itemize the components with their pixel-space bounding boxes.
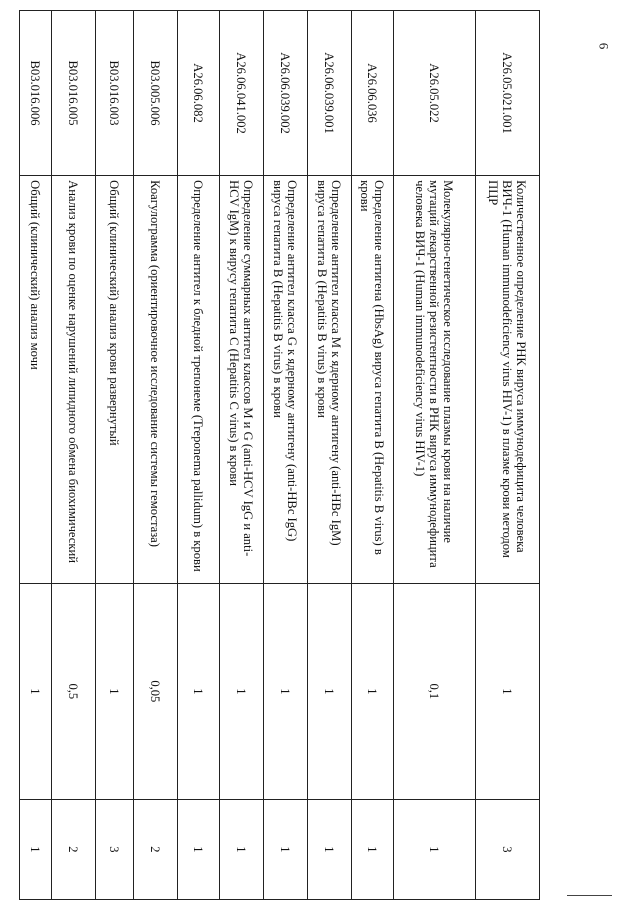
service-name: Определение антител класса G к ядерному антигену (anti-HBc IgG) вируса гепатита B (Hepatitis B virus) в крови: [264, 176, 308, 584]
multiplicity-value: 1: [352, 799, 394, 899]
frequency-value: 0,1: [394, 583, 476, 799]
table-row: [264, 11, 308, 900]
multiplicity-value: 1: [394, 799, 476, 899]
multiplicity-value: 2: [134, 799, 178, 899]
rotated-page-content: [20, 10, 540, 900]
table-row: [308, 11, 352, 900]
service-code: B03.005.006: [134, 11, 178, 176]
frequency-value: 0,05: [134, 583, 178, 799]
service-code: A26.06.036: [352, 11, 394, 176]
frequency-value: 1: [308, 583, 352, 799]
multiplicity-value: 1: [20, 799, 52, 899]
service-code: A26.06.041.002: [220, 11, 264, 176]
service-name: Определение суммарных антител классов M и G (anti-HCV IgG и anti-HCV IgM) к вирусу гепатита C (Hepatitis C virus) в крови: [220, 176, 264, 584]
table-row: [178, 11, 220, 900]
multiplicity-value: 1: [264, 799, 308, 899]
multiplicity-value: 3: [96, 799, 134, 899]
service-code: A26.05.021.001: [476, 11, 540, 176]
service-name: Определение антигена (HbsAg) вируса гепатита B (Hepatitis B virus) в крови: [352, 176, 394, 584]
table-row: [96, 11, 134, 900]
frequency-value: 1: [220, 583, 264, 799]
service-code: A26.06.039.002: [264, 11, 308, 176]
multiplicity-value: 1: [220, 799, 264, 899]
frequency-value: 1: [476, 583, 540, 799]
frequency-value: 1: [96, 583, 134, 799]
services-table: [19, 10, 540, 900]
multiplicity-value: 1: [308, 799, 352, 899]
service-name: Определение антител к бледной трепонеме (Treponema pallidum) в крови: [178, 176, 220, 584]
multiplicity-value: 3: [476, 799, 540, 899]
page-number: 6: [596, 42, 612, 50]
service-name: Анализ крови по оценке нарушений липидного обмена биохимический: [52, 176, 96, 584]
service-name: Определение антител класса M к ядерному антигену (anti-HBc IgM) вируса гепатита B (Hepatitis B virus) в крови: [308, 176, 352, 584]
table-row: [352, 11, 394, 900]
service-name: Общий (клинический) анализ мочи: [20, 176, 52, 584]
multiplicity-value: 1: [178, 799, 220, 899]
table-row: [20, 11, 52, 900]
service-name: Коагулограмма (ориентировочное исследование системы гемостаза): [134, 176, 178, 584]
service-name: Количественное определение РНК вируса иммунодефицита человека ВИЧ-1 (Human immunodeficiency virus HIV-1) в плазме крови методом ПЦР: [476, 176, 540, 584]
scan-mark: [567, 895, 612, 896]
table-row: [52, 11, 96, 900]
table-row: [220, 11, 264, 900]
frequency-value: 1: [352, 583, 394, 799]
service-code: A26.05.022: [394, 11, 476, 176]
frequency-value: 1: [178, 583, 220, 799]
service-code: A26.06.039.001: [308, 11, 352, 176]
table-row: [476, 11, 540, 900]
service-code: B03.016.006: [20, 11, 52, 176]
table-row: [394, 11, 476, 900]
service-code: A26.06.082: [178, 11, 220, 176]
service-code: B03.016.005: [52, 11, 96, 176]
table-row: [134, 11, 178, 900]
service-code: B03.016.003: [96, 11, 134, 176]
service-name: Молекулярно-генетическое исследование плазмы крови на наличие мутаций лекарственной резистентности в РНК вируса иммунодефицита человека ВИЧ-1 (Human immunodeficiency virus HIV-1): [394, 176, 476, 584]
multiplicity-value: 2: [52, 799, 96, 899]
frequency-value: 1: [20, 583, 52, 799]
frequency-value: 1: [264, 583, 308, 799]
service-name: Общий (клинический) анализ крови развернутый: [96, 176, 134, 584]
frequency-value: 0,5: [52, 583, 96, 799]
